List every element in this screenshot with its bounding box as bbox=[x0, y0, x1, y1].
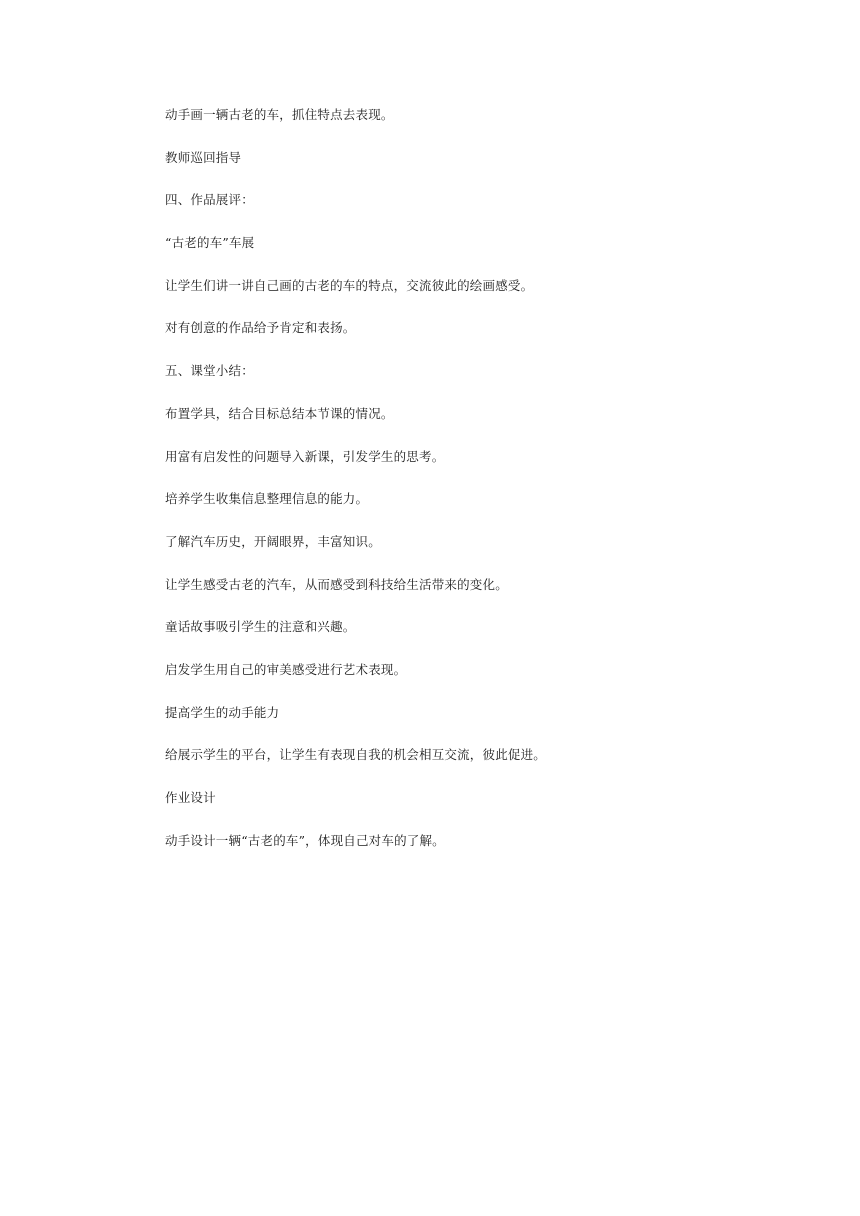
paragraph-aesthetic-expression: 启发学生用自己的审美感受进行艺术表现。 bbox=[165, 661, 407, 677]
paragraph-arrange-tools: 布置学具，结合目标总结本节课的情况。 bbox=[165, 405, 394, 421]
paragraph-teacher-guidance: 教师巡回指导 bbox=[165, 149, 242, 165]
paragraph-fairy-tale: 童话故事吸引学生的注意和兴趣。 bbox=[165, 619, 356, 635]
paragraph-design-old-car: 动手设计一辆“古老的车”，体现自己对车的了解。 bbox=[165, 832, 445, 848]
section-heading-summary: 五、课堂小结： bbox=[165, 363, 254, 379]
paragraph-draw-old-car: 动手画一辆古老的车，抓住特点去表现。 bbox=[165, 107, 394, 122]
paragraph-tech-change: 让学生感受古老的汽车，从而感受到科技给生活带来的变化。 bbox=[165, 576, 508, 592]
paragraph-students-discuss: 让学生们讲一讲自己画的古老的车的特点，交流彼此的绘画感受。 bbox=[165, 277, 534, 293]
paragraph-praise-creative: 对有创意的作品给予肯定和表扬。 bbox=[165, 320, 356, 336]
section-heading-exhibition: 四、作品展评： bbox=[165, 192, 254, 208]
paragraph-inspiring-questions: 用富有启发性的问题导入新课，引发学生的思考。 bbox=[165, 448, 445, 464]
paragraph-info-skills: 培养学生收集信息整理信息的能力。 bbox=[165, 491, 369, 507]
paragraph-hands-on-ability: 提高学生的动手能力 bbox=[165, 704, 280, 720]
paragraph-showcase-platform: 给展示学生的平台，让学生有表现自我的机会相互交流，彼此促进。 bbox=[165, 747, 547, 763]
paragraph-car-show: “古老的车”车展 bbox=[165, 235, 255, 251]
document-body bbox=[165, 105, 765, 873]
section-heading-homework: 作业设计 bbox=[165, 790, 216, 805]
paragraph-car-history: 了解汽车历史，开阔眼界，丰富知识。 bbox=[165, 533, 381, 549]
